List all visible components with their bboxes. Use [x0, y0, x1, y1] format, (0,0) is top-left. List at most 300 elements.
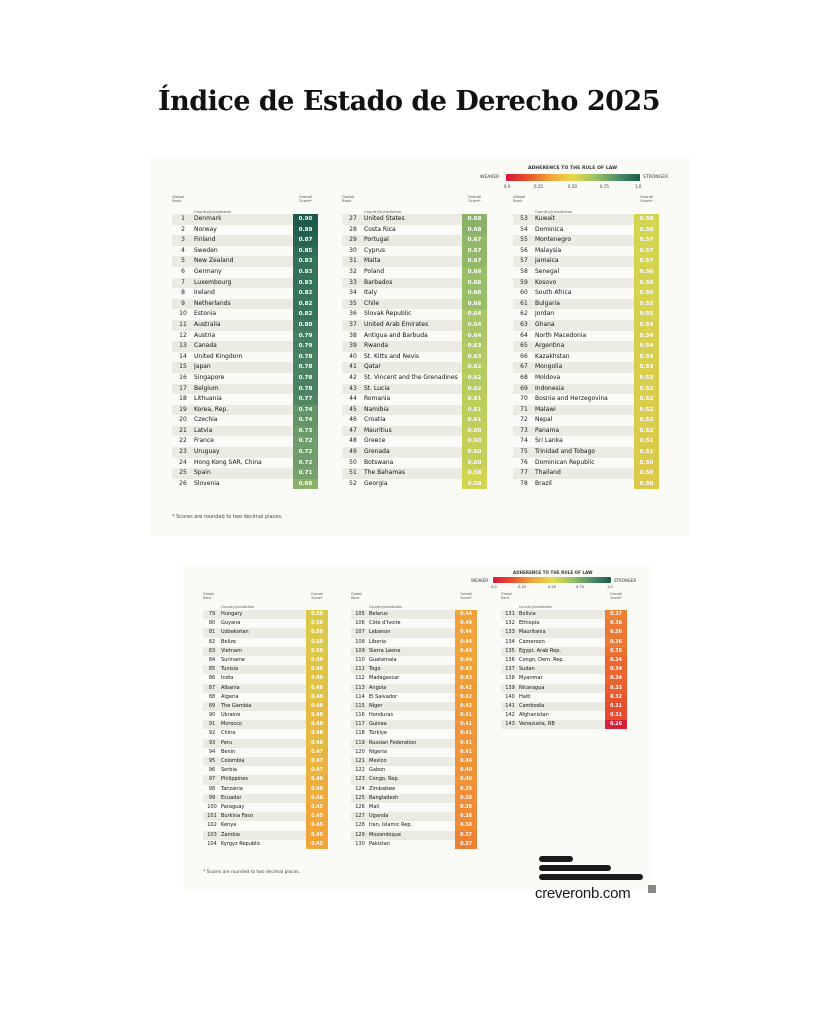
- table-row: [172, 299, 318, 310]
- rank-cell: 120: [355, 748, 365, 755]
- table-row: [172, 309, 318, 320]
- country-cell: Suriname: [221, 656, 245, 663]
- rank-cell: 43: [342, 384, 364, 395]
- rank-cell: 86: [208, 675, 216, 682]
- country-cell: Romania: [364, 395, 391, 403]
- rank-cell: 94: [208, 748, 216, 755]
- rank-header: Global Rank: [172, 194, 185, 204]
- country-cell: Argentina: [535, 341, 634, 352]
- table-row: [203, 812, 328, 821]
- score-cell: 0.54: [634, 320, 659, 331]
- country-cell: Malta: [364, 256, 462, 267]
- score-cell: 0.42: [455, 702, 477, 711]
- country-cell: Guinea: [369, 720, 455, 729]
- legend-stronger-label: STRONGER: [614, 578, 637, 583]
- rank-cell: 101: [203, 812, 221, 821]
- score-cell: 0.46: [306, 794, 328, 803]
- rank-cell: 21: [172, 426, 194, 437]
- ranking-column: [342, 195, 487, 489]
- rank-cell: 54: [520, 225, 528, 233]
- score-cell: 0.41: [455, 739, 477, 748]
- table-row: [351, 739, 477, 748]
- score-cell: 0.66: [462, 278, 487, 289]
- table-row: [513, 309, 659, 320]
- legend-tick: 0.75: [600, 184, 609, 189]
- score-cell: 0.51: [634, 447, 659, 458]
- country-cell: Türkiye: [369, 730, 387, 737]
- country-cell: Zambia: [221, 831, 306, 840]
- rank-cell: 39: [342, 341, 364, 352]
- country-cell: Germany: [194, 267, 222, 275]
- rank-cell: 18: [179, 395, 187, 403]
- score-cell: 0.50: [634, 458, 659, 469]
- rank-cell: 131: [501, 610, 519, 619]
- table-row: [501, 684, 627, 693]
- table-row: [172, 362, 318, 373]
- country-cell: Tanzania: [221, 785, 243, 792]
- rank-cell: 5: [172, 256, 194, 267]
- rank-cell: 83: [203, 647, 221, 656]
- score-cell: 0.34: [605, 674, 627, 683]
- column-header: [351, 593, 477, 610]
- table-row: [342, 415, 487, 426]
- table-row: [513, 447, 659, 458]
- rank-cell: 17: [172, 384, 194, 395]
- score-cell: 0.38: [455, 803, 477, 812]
- rank-cell: 107: [351, 628, 369, 637]
- rank-cell: 77: [513, 468, 535, 479]
- score-cell: 0.87: [293, 235, 318, 246]
- legend-weaker-label: WEAKER: [471, 578, 489, 583]
- score-cell: 0.83: [293, 256, 318, 267]
- rank-cell: 73: [513, 426, 535, 437]
- rank-cell: 26: [179, 479, 187, 487]
- score-header: Overall Score*: [310, 592, 324, 600]
- table-row: [203, 794, 328, 803]
- table-row: [172, 225, 318, 236]
- score-cell: 0.44: [455, 656, 477, 665]
- country-cell: Morocco: [221, 720, 306, 729]
- rank-cell: 10: [179, 310, 187, 318]
- table-row: [342, 426, 487, 437]
- table-row: [203, 610, 328, 619]
- country-cell: Haiti: [519, 693, 531, 700]
- rank-cell: 140: [505, 693, 515, 700]
- rank-cell: 74: [520, 437, 528, 445]
- table-row: [172, 235, 318, 246]
- table-row: [172, 246, 318, 257]
- score-cell: 0.31: [605, 711, 627, 720]
- country-cell: Malawi: [535, 405, 634, 416]
- country-cell: Portugal: [364, 235, 462, 246]
- table-row: [351, 674, 477, 683]
- rank-cell: 135: [501, 647, 519, 656]
- rank-cell: 118: [355, 730, 365, 737]
- country-cell: Ukraine: [221, 712, 241, 719]
- country-cell: Netherlands: [194, 299, 293, 310]
- rank-cell: 142: [505, 712, 515, 719]
- country-cell: Guyana: [221, 620, 241, 627]
- rank-cell: 71: [513, 405, 535, 416]
- legend-tick: 0.25: [518, 585, 527, 589]
- rank-cell: 36: [349, 310, 357, 318]
- score-cell: 0.26: [605, 720, 627, 729]
- country-cell: Antigua and Barbuda: [364, 331, 428, 339]
- table-row: [351, 619, 477, 628]
- ranking-rows: [172, 214, 318, 489]
- table-row: [351, 803, 477, 812]
- rank-cell: 96: [208, 767, 216, 774]
- table-row: [203, 638, 328, 647]
- country-cell: Estonia: [194, 310, 217, 318]
- score-cell: 0.66: [462, 267, 487, 278]
- country-cell: Hungary: [221, 610, 306, 619]
- rank-cell: 23: [172, 447, 194, 458]
- rank-cell: 89: [203, 702, 221, 711]
- country-cell: Italy: [364, 289, 378, 297]
- country-cell: Mexico: [369, 757, 455, 766]
- rank-cell: 42: [349, 373, 357, 381]
- table-row: [513, 288, 659, 299]
- ranking-rows: [203, 610, 328, 849]
- table-row: [501, 702, 627, 711]
- score-cell: 0.50: [306, 619, 328, 628]
- ranking-column: [501, 593, 627, 729]
- table-row: [342, 267, 487, 278]
- table-row: [342, 341, 487, 352]
- score-cell: 0.48: [306, 720, 328, 729]
- rank-cell: 52: [349, 479, 357, 487]
- score-cell: 0.61: [462, 415, 487, 426]
- table-row: [501, 647, 627, 656]
- table-row: [351, 693, 477, 702]
- country-cell: Gabon: [369, 767, 386, 774]
- table-row: [351, 628, 477, 637]
- table-row: [501, 638, 627, 647]
- country-cell: Spain: [194, 468, 293, 479]
- country-cell: Barbados: [364, 278, 462, 289]
- country-cell: Poland: [364, 267, 385, 275]
- table-row: [513, 426, 659, 437]
- country-cell: Congo, Dem. Rep.: [519, 656, 565, 663]
- legend-tick: 1.0: [607, 585, 613, 589]
- ranking-rows: [513, 214, 659, 489]
- table-row: [172, 288, 318, 299]
- score-cell: 0.52: [634, 405, 659, 416]
- table-row: [342, 373, 487, 384]
- rank-cell: 63: [513, 320, 535, 331]
- ranking-column: [172, 195, 318, 489]
- country-cell: Pakistan: [369, 840, 390, 847]
- table-row: [172, 384, 318, 395]
- table-row: [342, 214, 487, 225]
- country-cell: Russian Federation: [369, 739, 455, 748]
- table-row: [513, 278, 659, 289]
- country-header: Country/Jurisdiction: [194, 208, 232, 214]
- score-cell: 0.63: [462, 352, 487, 363]
- legend-tick: 0.0: [491, 585, 497, 589]
- rank-cell: 41: [342, 362, 364, 373]
- score-cell: 0.66: [462, 299, 487, 310]
- score-cell: 0.44: [455, 638, 477, 647]
- score-cell: 0.49: [306, 665, 328, 674]
- country-cell: Chile: [364, 299, 462, 310]
- column-header: [513, 195, 659, 214]
- rank-cell: 85: [203, 665, 221, 674]
- rank-cell: 69: [513, 384, 535, 395]
- country-cell: Uruguay: [194, 447, 293, 458]
- score-header: Overall Score*: [639, 194, 654, 204]
- legend-gradient-bar: [493, 577, 611, 583]
- rank-cell: 16: [179, 373, 187, 381]
- rank-cell: 29: [342, 235, 364, 246]
- rank-cell: 48: [349, 437, 357, 445]
- rank-cell: 6: [181, 267, 185, 275]
- country-cell: Canada: [194, 341, 293, 352]
- country-cell: Hong Kong SAR, China: [194, 458, 262, 466]
- score-cell: 0.56: [634, 278, 659, 289]
- table-row: [501, 711, 627, 720]
- country-cell: Czechia: [194, 416, 218, 424]
- rank-cell: 114: [355, 693, 365, 700]
- rank-cell: 134: [505, 638, 515, 645]
- country-cell: Senegal: [535, 267, 560, 275]
- country-cell: Tunisia: [221, 665, 306, 674]
- country-cell: South Africa: [535, 289, 572, 297]
- score-cell: 0.35: [605, 647, 627, 656]
- column-header: [342, 195, 487, 214]
- table-row: [351, 812, 477, 821]
- table-row: [203, 647, 328, 656]
- rank-cell: 2: [181, 225, 185, 233]
- ranking-panel-top: [150, 158, 690, 536]
- table-row: [203, 748, 328, 757]
- score-cell: 0.44: [455, 647, 477, 656]
- rank-cell: 113: [351, 684, 369, 693]
- score-cell: 0.52: [634, 394, 659, 405]
- score-cell: 0.62: [462, 362, 487, 373]
- score-cell: 0.40: [455, 775, 477, 784]
- page-title: Índice de Estado de Derecho 2025: [158, 86, 660, 117]
- country-cell: Australia: [194, 320, 293, 331]
- rank-cell: 110: [355, 656, 365, 663]
- score-cell: 0.41: [455, 711, 477, 720]
- rank-cell: 57: [513, 256, 535, 267]
- table-row: [203, 739, 328, 748]
- country-cell: Lebanon: [369, 628, 455, 637]
- rank-cell: 141: [501, 702, 519, 711]
- country-cell: Belize: [221, 638, 236, 645]
- table-row: [172, 341, 318, 352]
- table-row: [172, 278, 318, 289]
- score-cell: 0.64: [462, 331, 487, 342]
- table-row: [351, 775, 477, 784]
- country-cell: United States: [364, 214, 462, 225]
- score-cell: 0.78: [293, 352, 318, 363]
- legend-tick: 0.0: [504, 184, 511, 189]
- rank-cell: 12: [179, 331, 187, 339]
- country-cell: Mozambique: [369, 831, 455, 840]
- score-cell: 0.47: [306, 757, 328, 766]
- rank-cell: 51: [342, 468, 364, 479]
- logo-square: [648, 885, 656, 893]
- rank-cell: 37: [342, 320, 364, 331]
- country-cell: North Macedonia: [535, 331, 587, 339]
- rank-cell: 15: [172, 362, 194, 373]
- country-cell: Singapore: [194, 373, 225, 381]
- country-cell: Mali: [369, 803, 380, 810]
- table-row: [203, 674, 328, 683]
- score-cell: 0.50: [634, 479, 659, 490]
- score-cell: 0.50: [306, 638, 328, 647]
- rank-cell: 44: [349, 395, 357, 403]
- country-cell: Thailand: [535, 468, 634, 479]
- rank-cell: 14: [179, 352, 187, 360]
- rank-cell: 95: [203, 757, 221, 766]
- table-row: [513, 415, 659, 426]
- ranking-panel-bottom: [183, 565, 651, 890]
- country-cell: Costa Rica: [364, 225, 396, 233]
- score-cell: 0.42: [455, 693, 477, 702]
- rank-cell: 143: [501, 720, 519, 729]
- table-row: [351, 831, 477, 840]
- country-cell: United Kingdom: [194, 352, 243, 360]
- country-cell: Peru: [221, 739, 306, 748]
- rank-cell: 35: [342, 299, 364, 310]
- rank-cell: 3: [172, 235, 194, 246]
- table-row: [203, 702, 328, 711]
- country-cell: Honduras: [369, 712, 394, 719]
- table-row: [342, 394, 487, 405]
- score-cell: 0.54: [634, 341, 659, 352]
- table-row: [351, 656, 477, 665]
- table-row: [342, 235, 487, 246]
- table-row: [172, 373, 318, 384]
- rank-cell: 40: [349, 352, 357, 360]
- country-header: Country/Jurisdiction: [519, 605, 553, 610]
- table-row: [203, 803, 328, 812]
- country-cell: Latvia: [194, 426, 293, 437]
- score-cell: 0.77: [293, 394, 318, 405]
- table-row: [203, 628, 328, 637]
- legend-stronger-label: STRONGER: [643, 175, 669, 180]
- table-row: [342, 352, 487, 363]
- rank-cell: 61: [513, 299, 535, 310]
- country-cell: Congo, Rep.: [369, 775, 455, 784]
- score-cell: 0.52: [634, 426, 659, 437]
- table-row: [351, 647, 477, 656]
- score-cell: 0.55: [634, 299, 659, 310]
- rank-cell: 129: [351, 831, 369, 840]
- country-header: Country/Jurisdiction: [535, 208, 573, 214]
- score-cell: 0.63: [462, 341, 487, 352]
- score-cell: 0.31: [605, 702, 627, 711]
- table-row: [351, 638, 477, 647]
- rank-cell: 132: [505, 620, 515, 627]
- rank-header: Global Rank: [501, 592, 512, 600]
- rank-cell: 33: [342, 278, 364, 289]
- table-row: [501, 665, 627, 674]
- rank-cell: 104: [207, 840, 217, 847]
- score-cell: 0.34: [605, 665, 627, 674]
- rank-cell: 91: [203, 720, 221, 729]
- country-cell: Qatar: [364, 362, 462, 373]
- table-row: [203, 840, 328, 849]
- score-cell: 0.50: [306, 610, 328, 619]
- score-cell: 0.68: [293, 479, 318, 490]
- rank-cell: 133: [501, 628, 519, 637]
- score-cell: 0.45: [306, 812, 328, 821]
- country-cell: Philippines: [221, 775, 306, 784]
- table-row: [203, 757, 328, 766]
- ranking-column: [513, 195, 659, 489]
- score-cell: 0.56: [634, 267, 659, 278]
- score-cell: 0.53: [634, 373, 659, 384]
- score-cell: 0.39: [455, 794, 477, 803]
- table-row: [351, 729, 477, 738]
- table-row: [203, 665, 328, 674]
- country-cell: Malaysia: [535, 246, 562, 254]
- score-cell: 0.40: [455, 757, 477, 766]
- country-cell: Sri Lanka: [535, 437, 563, 445]
- score-cell: 0.55: [634, 309, 659, 320]
- table-row: [351, 821, 477, 830]
- score-cell: 0.54: [634, 352, 659, 363]
- country-cell: Sierra Leone: [369, 647, 455, 656]
- rank-header: Global Rank: [203, 592, 214, 600]
- country-cell: Venezuela, RB: [519, 720, 605, 729]
- country-header: Country/Jurisdiction: [364, 208, 402, 214]
- country-cell: Niger: [369, 702, 455, 711]
- column-header: [172, 195, 318, 214]
- table-row: [342, 256, 487, 267]
- table-row: [203, 775, 328, 784]
- table-row: [342, 447, 487, 458]
- table-row: [513, 320, 659, 331]
- table-row: [342, 384, 487, 395]
- country-cell: Slovak Republic: [364, 310, 412, 318]
- score-cell: 0.41: [455, 748, 477, 757]
- rank-cell: 65: [513, 341, 535, 352]
- logo-bar: [539, 856, 573, 862]
- score-cell: 0.54: [634, 331, 659, 342]
- score-cell: 0.44: [455, 610, 477, 619]
- country-cell: Austria: [194, 331, 216, 339]
- table-row: [342, 246, 487, 257]
- country-cell: Ecuador: [221, 794, 306, 803]
- country-cell: Bosnia and Herzegovina: [535, 395, 608, 403]
- rank-cell: 117: [351, 720, 369, 729]
- rank-cell: 1: [172, 214, 194, 225]
- rank-cell: 90: [208, 712, 216, 719]
- score-cell: 0.45: [306, 803, 328, 812]
- table-row: [513, 436, 659, 447]
- table-row: [513, 235, 659, 246]
- country-cell: Myanmar: [519, 675, 543, 682]
- table-row: [172, 479, 318, 490]
- legend-tick: 0.25: [534, 184, 543, 189]
- rank-cell: 25: [172, 468, 194, 479]
- country-cell: Japan: [194, 362, 293, 373]
- column-header: [203, 593, 328, 610]
- site-logo: [535, 852, 655, 904]
- table-row: [513, 373, 659, 384]
- score-cell: 0.74: [293, 415, 318, 426]
- table-row: [501, 693, 627, 702]
- score-cell: 0.50: [306, 647, 328, 656]
- score-header: Overall Score*: [467, 194, 482, 204]
- country-cell: Mauritania: [519, 628, 605, 637]
